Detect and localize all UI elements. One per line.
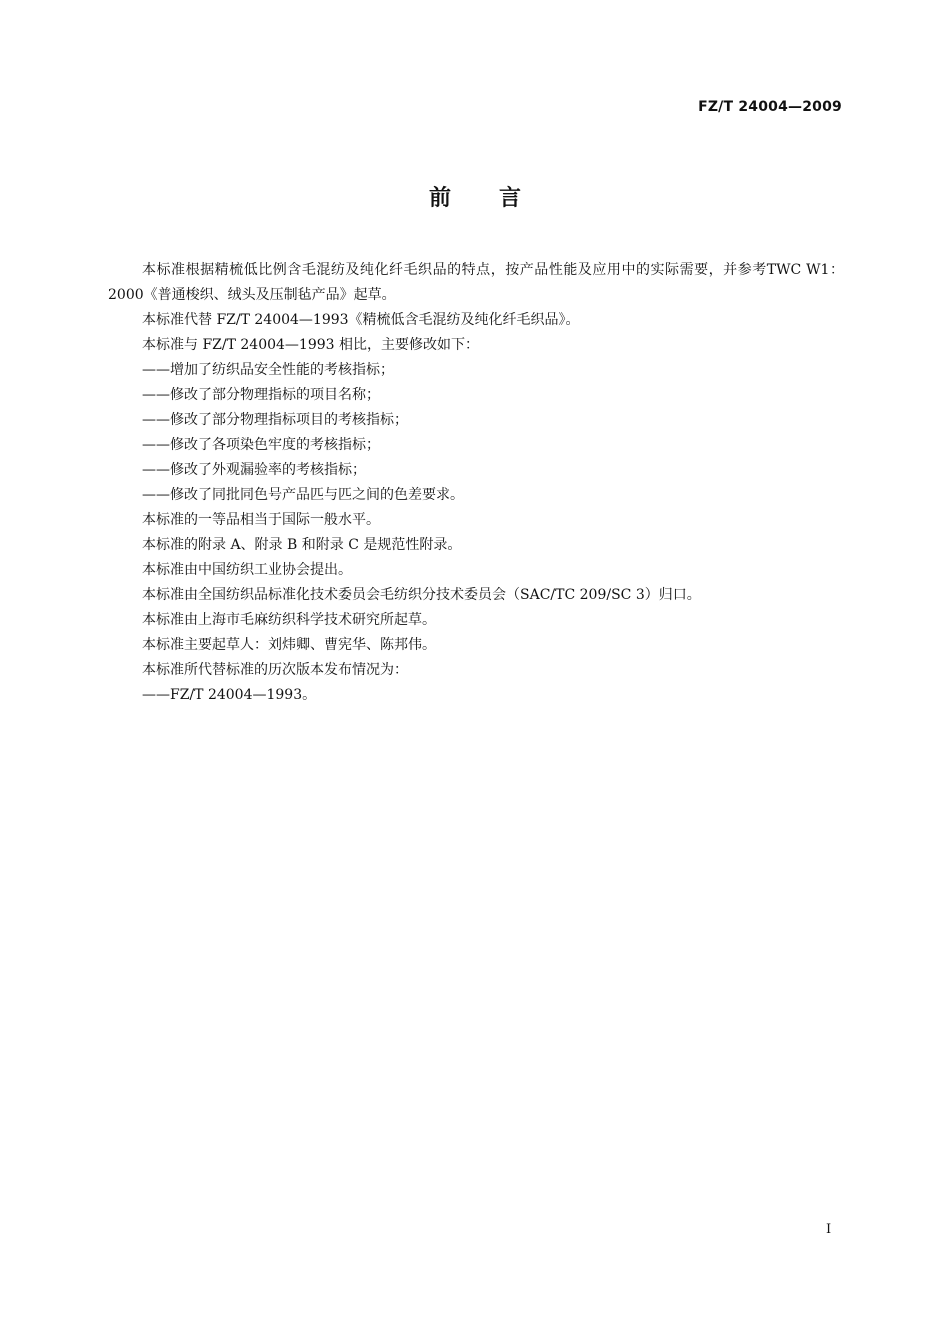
paragraph-changes-intro: 本标准与 FZ/T 24004—1993 相比，主要修改如下： [142, 337, 480, 353]
standard-number: FZ/T 24004—2009 [698, 99, 842, 115]
page-number: I [826, 1222, 832, 1237]
paragraph-drafters: 本标准主要起草人：刘炜卿、曹宪华、陈邦伟。 [142, 637, 436, 653]
paragraph-basis: 本标准根据精梳低比例含毛混纺及纯化纤毛织品的特点，按产品性能及应用中的实际需要，并参考TWC W1：2000《普通梭织、绒头及压制毡产品》起草。 [108, 262, 844, 303]
change-item: ——修改了部分物理指标项目的考核指标； [142, 412, 408, 428]
foreword-body [108, 258, 844, 708]
paragraph-centralized-by: 本标准由全国纺织品标准化技术委员会毛纺织分技术委员会（SAC/TC 209/SC 3）归口。 [142, 587, 701, 603]
paragraph-grade-level: 本标准的一等品相当于国际一般水平。 [142, 512, 380, 528]
page-title: 前言 [428, 186, 569, 211]
change-item: ——增加了纺织品安全性能的考核指标； [142, 362, 394, 378]
change-item: ——修改了各项染色牢度的考核指标； [142, 437, 380, 453]
paragraph-proposed-by: 本标准由中国纺织工业协会提出。 [142, 562, 352, 578]
paragraph-drafted-by: 本标准由上海市毛麻纺织科学技术研究所起草。 [142, 612, 436, 628]
change-item: ——修改了同批同色号产品匹与匹之间的色差要求。 [142, 487, 464, 503]
paragraph-replaces: 本标准代替 FZ/T 24004—1993《精梳低含毛混纺及纯化纤毛织品》。 [142, 312, 580, 328]
change-item: ——修改了外观漏验率的考核指标； [142, 462, 366, 478]
paragraph-history-intro: 本标准所代替标准的历次版本发布情况为： [142, 662, 408, 678]
change-item: ——修改了部分物理指标的项目名称； [142, 387, 380, 403]
paragraph-annexes: 本标准的附录 A、附录 B 和附录 C 是规范性附录。 [142, 537, 462, 553]
history-item: ——FZ/T 24004—1993。 [142, 687, 317, 703]
